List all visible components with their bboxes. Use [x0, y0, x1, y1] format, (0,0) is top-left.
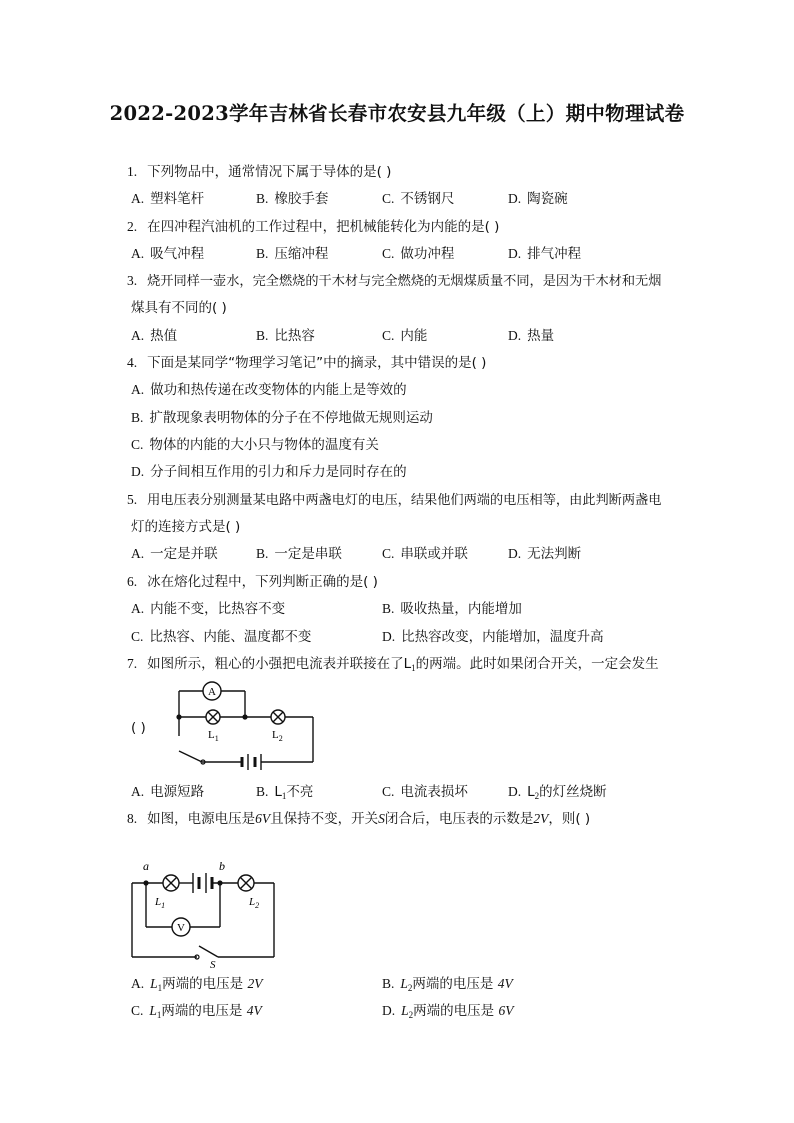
question-5-stem-cont: 灯的连接方式是( ): [131, 519, 241, 535]
q1-option-c: C. 不锈钢尺: [382, 191, 455, 207]
q3-option-a: A. 热值: [131, 328, 178, 344]
node-a-label: a: [143, 859, 149, 873]
q4-option-c: C. 物体的内能的大小只与物体的温度有关: [131, 437, 379, 453]
q5-option-c: C. 串联或并联: [382, 546, 468, 562]
question-2-stem: 2. 在四冲程汽油机的工作过程中，把机械能转化为内能的是( ): [127, 219, 500, 235]
q4-option-b: B. 扩散现象表明物体的分子在不停地做无规则运动: [131, 410, 433, 426]
q7-option-d: D. $L_2$的灯丝烧断: [508, 784, 607, 801]
q4-option-a: A. 做功和热传递在改变物体的内能上是等效的: [131, 382, 407, 398]
lamp-l2-label: $L_2$: [249, 896, 260, 910]
q1-option-b: B. 橡胶手套: [256, 191, 329, 207]
q3-option-b: B. 比热容: [256, 328, 315, 344]
q4-option-d: D. 分子间相互作用的引力和斥力是同时存在的: [131, 464, 407, 480]
q1-option-a: A. 塑料笔杆: [131, 191, 205, 207]
lamp-l1-label: $L_1$: [208, 729, 219, 743]
q8-option-b: B. $L_2$两端的电压是 4V: [382, 976, 513, 993]
question-1-stem: 1. 下列物品中，通常情况下属于导体的是( ): [127, 164, 392, 180]
ammeter-label: A: [208, 686, 216, 698]
q2-option-d: D. 排气冲程: [508, 246, 582, 262]
q6-option-b: B. 吸收热量，内能增加: [382, 601, 522, 617]
q5-option-b: B. 一定是串联: [256, 546, 342, 562]
q2-option-b: B. 压缩冲程: [256, 246, 329, 262]
lamp-l1-label: $L_1$: [155, 896, 166, 910]
page-title: 2022-2023学年吉林省长春市农安县九年级（上）期中物理试卷: [109, 102, 685, 125]
question-5-stem: 5. 用电压表分别测量某电路中两盏电灯的电压，结果他们两端的电压相等，由此判断两盏电: [127, 492, 662, 508]
question-8-stem: 8. 如图，电源电压是6V且保持不变，开关S闭合后，电压表的示数是2V，则( ): [127, 811, 591, 827]
q8-option-d: D. $L_2$两端的电压是 6V: [382, 1003, 514, 1020]
q1-option-d: D. 陶瓷碗: [508, 191, 568, 207]
node-b-label: b: [219, 859, 225, 873]
q2-option-a: A. 吸气冲程: [131, 246, 205, 262]
question-7-stem: 7. 如图所示，粗心的小强把电流表并联接在了$L_1$的两端。此时如果闭合开关，一定会发生: [127, 656, 659, 673]
lamp-l2-label: $L_2$: [272, 729, 283, 743]
q7-option-a: A. 电源短路: [131, 784, 205, 800]
switch-s-label: S: [210, 959, 216, 969]
q5-option-a: A. 一定是并联: [131, 546, 218, 562]
q6-option-c: C. 比热容、内能、温度都不变: [131, 629, 312, 645]
q8-option-c: C. $L_1$两端的电压是 4V: [131, 1003, 262, 1020]
question-7-paren: ( ): [131, 720, 146, 736]
q7-option-c: C. 电流表损坏: [382, 784, 468, 800]
q2-option-c: C. 做功冲程: [382, 246, 455, 262]
q6-option-a: A. 内能不变，比热容不变: [131, 601, 286, 617]
voltmeter-label: V: [177, 922, 185, 934]
q7-option-b: B. $L_1$不亮: [256, 784, 314, 801]
question-6-stem: 6. 冰在熔化过程中，下列判断正确的是( ): [127, 574, 378, 590]
question-3-stem-cont: 煤具有不同的( ): [131, 300, 227, 316]
q3-option-c: C. 内能: [382, 328, 428, 344]
question-4-stem: 4. 下面是某同学“物理学习笔记”中的摘录，其中错误的是( ): [127, 355, 487, 371]
question-3-stem: 3. 烧开同样一壶水，完全燃烧的干木材与完全燃烧的无烟煤质量不同，是因为干木材和无烟: [127, 273, 662, 289]
q3-option-d: D. 热量: [508, 328, 555, 344]
q8-option-a: A. $L_1$两端的电压是 2V: [131, 976, 263, 993]
q5-option-d: D. 无法判断: [508, 546, 582, 562]
q8-circuit-diagram: [125, 853, 285, 969]
q6-option-d: D. 比热容改变，内能增加，温度升高: [382, 629, 604, 645]
q7-circuit-diagram: [160, 678, 320, 774]
